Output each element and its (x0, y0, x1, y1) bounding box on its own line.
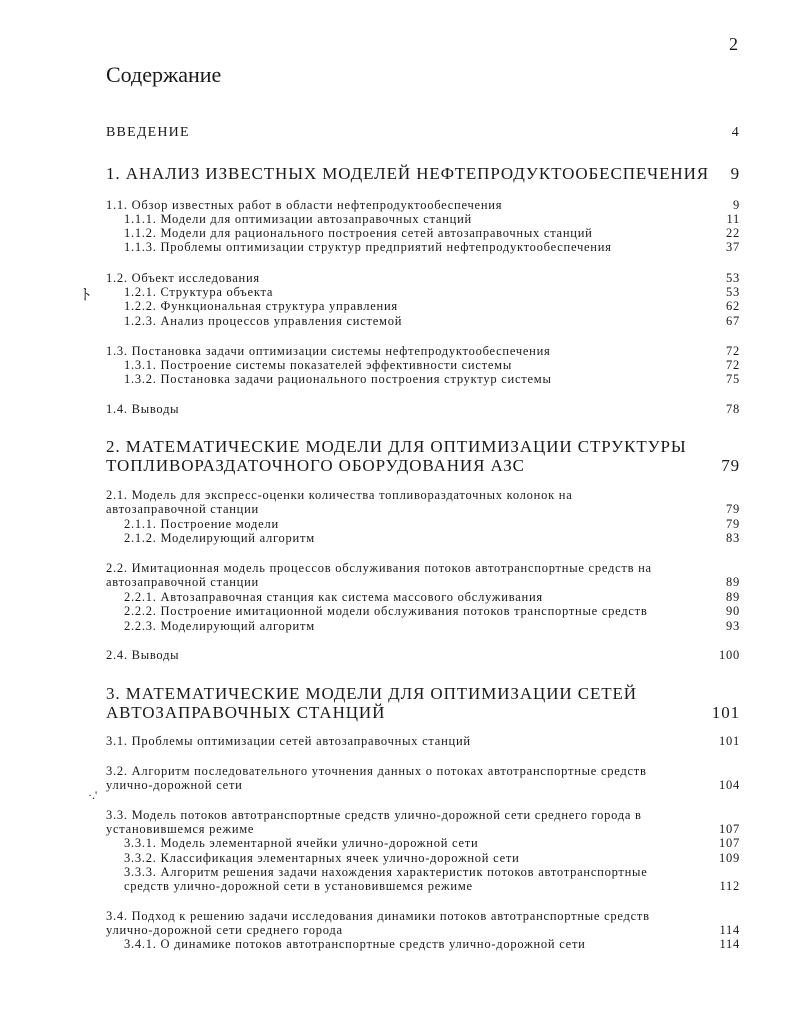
toc-page-1-1-1: 11 (726, 212, 740, 226)
toc-entry-3-4-1: 3.4.1. О динамике потоков автотранспортные средств улично-дорожной сети (124, 937, 586, 951)
chapter-3-heading-line-2: АВТОЗАПРАВОЧНЫХ СТАНЦИЙ (106, 703, 386, 722)
toc-entry-1-2: 1.2. Объект исследования (106, 271, 260, 285)
toc-page-1-1-2: 22 (726, 226, 740, 240)
toc-page-1-1-3: 37 (726, 240, 740, 254)
toc-page-3-3-1: 107 (719, 836, 740, 850)
toc-entry-3-3-3-line-2: средств улично-дорожной сети в установившемся режиме (124, 879, 473, 893)
toc-page-2-2-2: 90 (726, 604, 740, 618)
toc-entry-2-1-1: 2.1.1. Построение модели (124, 517, 279, 531)
toc-page-2-4: 100 (719, 648, 740, 662)
toc-entry-1-1-2: 1.1.2. Модели для рационального построения сетей автозаправочных станций (124, 226, 593, 240)
toc-entry-2-1-line-1: 2.1. Модель для экспресс-оценки количества топливораздаточных колонок на (106, 488, 573, 502)
toc-entry-1-2-2: 1.2.2. Функциональная структура управления (124, 299, 398, 313)
margin-scribble-mark: ﾄ (82, 287, 91, 304)
toc-page-3-3-3: 112 (719, 879, 740, 893)
chapter-2-heading-line-1: 2. МАТЕМАТИЧЕСКИЕ МОДЕЛИ ДЛЯ ОПТИМИЗАЦИИ СТРУКТУРЫ (106, 437, 687, 456)
toc-entry-3-2-line-2: улично-дорожной сети (106, 778, 243, 792)
toc-entry-1-3-2: 1.3.2. Постановка задачи рационального построения структур системы (124, 372, 552, 386)
toc-entry-1-3: 1.3. Постановка задачи оптимизации системы нефтепродуктообеспечения (106, 344, 551, 358)
page-title: Содержание (106, 62, 222, 87)
toc-page-2-2: 89 (726, 575, 740, 589)
toc-entry-3-3-3-line-1: 3.3.3. Алгоритм решения задачи нахождения характеристик потоков автотранспортные (124, 865, 648, 879)
toc-entry-2-2-2: 2.2.2. Построение имитационной модели обслуживания потоков транспортные средств (124, 604, 648, 618)
toc-page-3-4-1: 114 (719, 937, 740, 951)
page-number: 2 (729, 34, 738, 54)
toc-page-1-3-2: 75 (726, 372, 740, 386)
toc-page-1-3-1: 72 (726, 358, 740, 372)
toc-entry-3-3-line-2: установившемся режиме (106, 822, 255, 836)
toc-page-2-2-3: 93 (726, 619, 740, 633)
toc-entry-2-2-line-1: 2.2. Имитационная модель процессов обслуживания потоков автотранспортные средств на (106, 561, 652, 575)
toc-page-1-2: 53 (726, 271, 740, 285)
toc-entry-1-1-1: 1.1.1. Модели для оптимизации автозаправочных станций (124, 212, 472, 226)
introduction-label: ВВЕДЕНИЕ (106, 125, 190, 140)
toc-page-1-3: 72 (726, 344, 740, 358)
toc-page-3-2: 104 (719, 778, 740, 792)
toc-entry-3-4-line-2: улично-дорожной сети среднего города (106, 923, 343, 937)
toc-page-1-2-2: 62 (726, 299, 740, 313)
toc-entry-2-4: 2.4. Выводы (106, 648, 180, 662)
toc-entry-3-4-line-1: 3.4. Подход к решению задачи исследования динамики потоков автотранспортные средств (106, 909, 650, 923)
toc-entry-3-3-1: 3.3.1. Модель элементарной ячейки улично-дорожной сети (124, 836, 479, 850)
toc-entry-1-2-1: 1.2.1. Структура объекта (124, 285, 274, 299)
margin-dot-mark: ·.' (88, 788, 98, 802)
chapter-2-page: 79 (721, 456, 740, 475)
toc-entry-3-1: 3.1. Проблемы оптимизации сетей автозаправочных станций (106, 734, 471, 748)
toc-entry-1-3-1: 1.3.1. Построение системы показателей эффективности системы (124, 358, 512, 372)
toc-page-1-2-3: 67 (726, 314, 740, 328)
toc-page-2-1-1: 79 (726, 517, 740, 531)
toc-entry-2-1-2: 2.1.2. Моделирующий алгоритм (124, 531, 315, 545)
toc-entry-2-1-line-2: автозаправочной станции (106, 502, 259, 516)
toc-page-1-2-1: 53 (726, 285, 740, 299)
chapter-3-page: 101 (711, 703, 740, 722)
toc-entry-2-2-line-2: автозаправочной станции (106, 575, 259, 589)
toc-page-2-1: 79 (726, 502, 740, 516)
chapter-1-heading: 1. АНАЛИЗ ИЗВЕСТНЫХ МОДЕЛЕЙ НЕФТЕПРОДУКТООБЕСПЕЧЕНИЯ (106, 164, 709, 183)
toc-entry-2-2-1: 2.2.1. Автозаправочная станция как система массового обслуживания (124, 590, 543, 604)
toc-page-2-2-1: 89 (726, 590, 740, 604)
toc-entry-1-2-3: 1.2.3. Анализ процессов управления системой (124, 314, 403, 328)
toc-page-2-1-2: 83 (726, 531, 740, 545)
toc-page-1-1: 9 (733, 198, 740, 212)
toc-entry-1-4: 1.4. Выводы (106, 402, 180, 416)
toc-page-3-1: 101 (719, 734, 740, 748)
chapter-1-page: 9 (730, 164, 740, 183)
toc-entry-3-3-line-1: 3.3. Модель потоков автотранспортные средств улично-дорожной сети среднего города в (106, 808, 642, 822)
chapter-2-heading-line-2: ТОПЛИВОРАЗДАТОЧНОГО ОБОРУДОВАНИЯ АЗС (106, 456, 525, 475)
toc-entry-3-2-line-1: 3.2. Алгоритм последовательного уточнения данных о потоках автотранспортные средств (106, 764, 647, 778)
chapter-3-heading-line-1: 3. МАТЕМАТИЧЕСКИЕ МОДЕЛИ ДЛЯ ОПТИМИЗАЦИИ СЕТЕЙ (106, 684, 637, 703)
toc-page-3-3: 107 (719, 822, 740, 836)
toc-entry-1-1-3: 1.1.3. Проблемы оптимизации структур предприятий нефтепродуктообеспечения (124, 240, 612, 254)
toc-entry-1-1: 1.1. Обзор известных работ в области нефтепродуктообеспечения (106, 198, 503, 212)
introduction-page: 4 (731, 125, 740, 140)
toc-entry-3-3-2: 3.3.2. Классификация элементарных ячеек улично-дорожной сети (124, 851, 520, 865)
toc-entry-2-2-3: 2.2.3. Моделирующий алгоритм (124, 619, 315, 633)
toc-page-1-4: 78 (726, 402, 740, 416)
toc-page-3-3-2: 109 (719, 851, 740, 865)
toc-page-3-4: 114 (719, 923, 740, 937)
